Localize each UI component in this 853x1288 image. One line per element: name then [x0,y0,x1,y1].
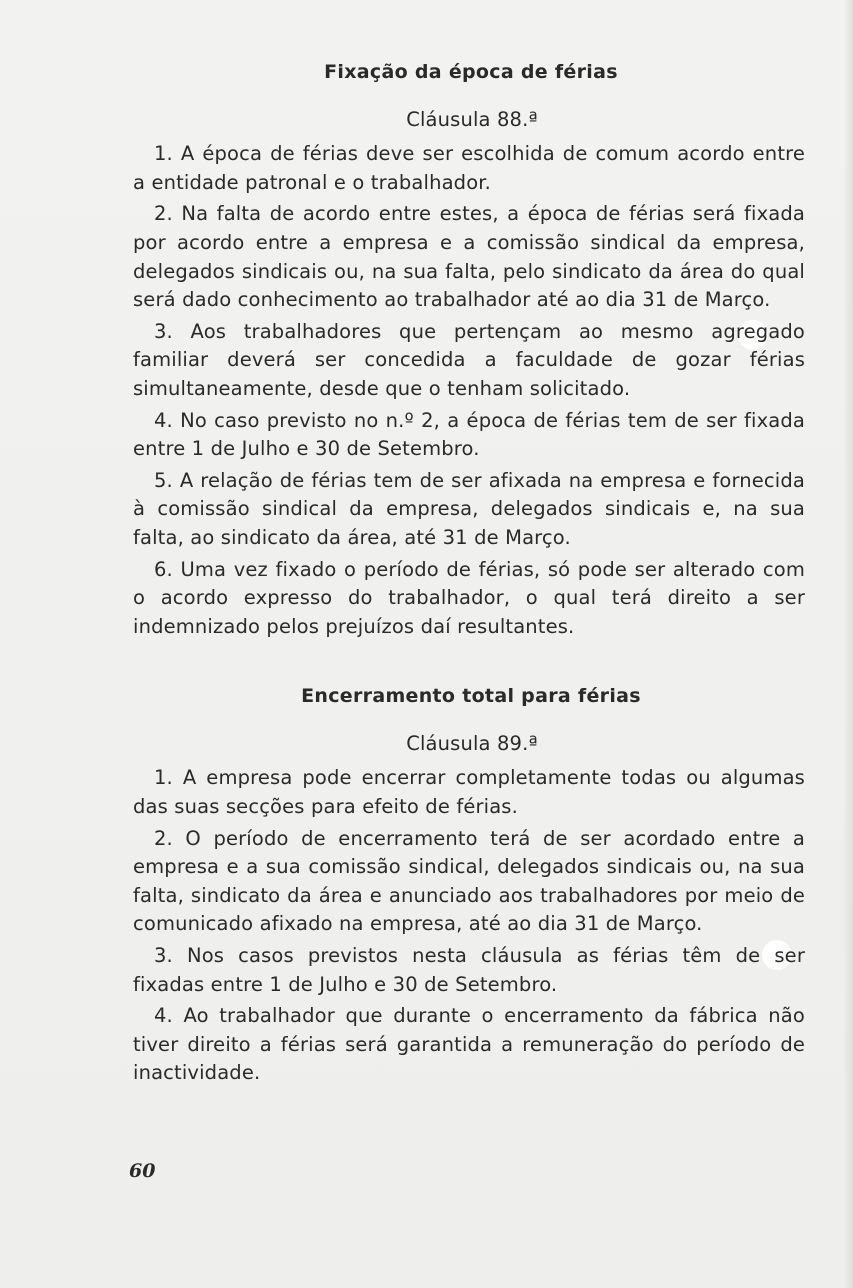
clause-89-paragraph-1: 1. A empresa pode encerrar completamente todas ou algumas das suas secções para efeito de férias. [133,766,805,819]
clause-88-paragraph-6: 6. Uma vez fixado o período de férias, só pode ser alterado com o acordo expresso do trabalhador, o qual terá direito a ser indemnizado pelos prejuízos daí resultantes. [133,557,805,638]
section-spacer [133,644,805,682]
clause-89-paragraph-2: 2. O período de encerramento terá de ser acordado entre a empresa e a sua comissão sindical, delegados sindicais ou, na sua falta, sindicato da área e anunciado aos trabalhadores por meio de comunicado afixado na empresa, até ao dia 31 de Março. [133,826,805,936]
clause-88-paragraph-4: 4. No caso previsto no n.º 2, a época de férias tem de ser fixada entre 1 de Julho e 30 de Setembro. [133,408,805,461]
section-title-encerramento: Encerramento total para férias [301,685,641,708]
page-edge [843,0,853,1288]
clause-89-paragraph-3: 3. Nos casos previstos nesta cláusula as férias têm de ser fixadas entre 1 de Julho e 30 de Setembro. [133,944,805,996]
clause-89-title: Cláusula 89.ª [406,731,538,755]
section-title-fixacao: Fixação da época de férias [324,61,618,83]
clause-88-paragraph-5: 5. A relação de férias tem de ser afixada na empresa e fornecida à comissão sindical da empresa, delegados sindicais e, na sua falta, ao sindicato da área, até 31 de Março. [133,468,805,549]
page-content [133,58,805,1091]
clause-88-title: Cláusula 88.ª [406,107,538,131]
clause-89-paragraph-4: 4. Ao trabalhador que durante o encerramento da fábrica não tiver direito a férias será garantida a remuneração do período de inactividade. [133,1004,805,1085]
page-number: 60 [129,1160,156,1182]
clause-88-paragraph-2: 2. Na falta de acordo entre estes, a época de férias será fixada por acordo entre a empresa e a comissão sindical da empresa, delegados sindicais ou, na sua falta, pelo sindicato da área do qual será dado conhecimento ao trabalhador até ao dia 31 de Março. [133,202,805,312]
clause-88-paragraph-3: 3. Aos trabalhadores que pertençam ao mesmo agregado familiar deverá ser concedida a faculdade de gozar férias simultaneamente, desde que o tenham solicitado. [133,319,805,400]
clause-88-paragraph-1: 1. A época de férias deve ser escolhida de comum acordo entre a entidade patronal e o trabalhador. [133,142,805,194]
